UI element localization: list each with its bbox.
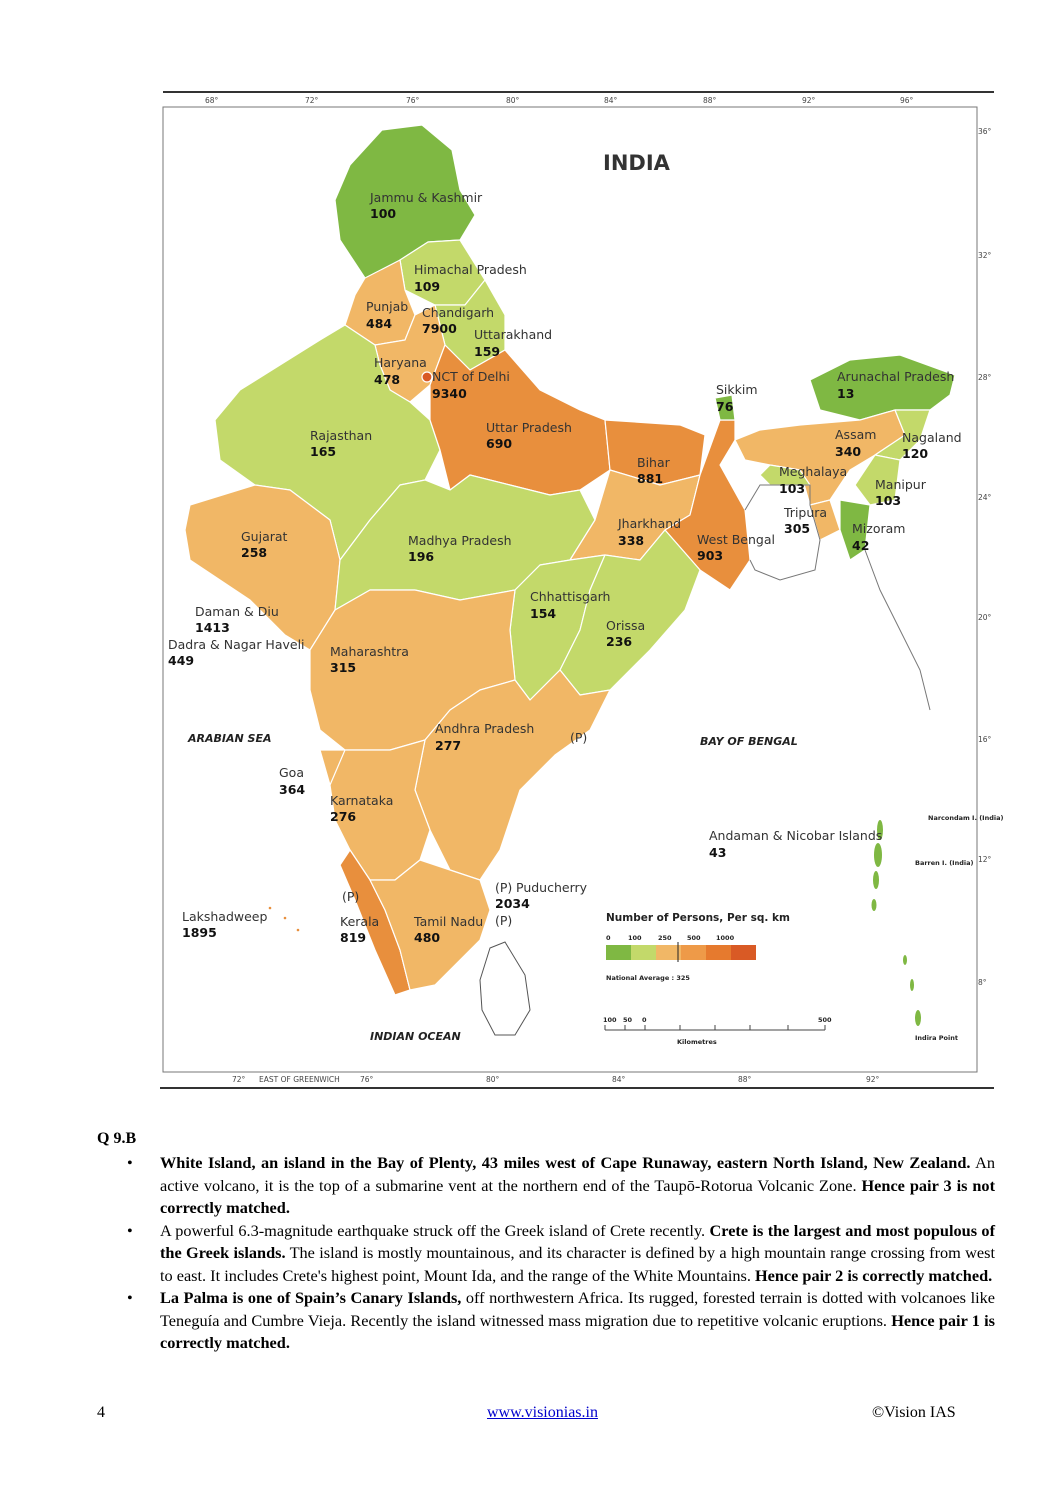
label-tripura: Tripura [784, 505, 828, 520]
myanmar-coast-outline [865, 550, 930, 710]
value-dadra-nagar-haveli: 449 [168, 653, 195, 668]
tick-bottom-88: 88° [738, 1075, 752, 1084]
label-goa: Goa [279, 765, 304, 780]
tick-right-12: 12° [978, 855, 992, 864]
tick-bottom-72: 72° [232, 1075, 246, 1084]
scale-tick-500: 500 [818, 1016, 832, 1024]
bullet-white-island [127, 1152, 995, 1220]
tick-bottom-92: 92° [866, 1075, 880, 1084]
legend-swatch [706, 945, 731, 960]
p-mark-puducherry-top: (P) [495, 880, 513, 895]
label-chandigarh: Chandigarh [422, 305, 495, 320]
bottom-ticks [232, 1075, 880, 1084]
tick-top-92: 92° [802, 96, 816, 105]
value-sikkim: 76 [716, 399, 734, 414]
value-west-bengal: 903 [697, 548, 724, 563]
value-goa: 364 [279, 782, 306, 797]
value-uttarakhand: 159 [474, 344, 501, 359]
copyright: ©Vision IAS [872, 1404, 956, 1421]
value-manipur: 103 [875, 493, 902, 508]
value-puducherry: 2034 [495, 896, 530, 911]
label-manipur: Manipur [875, 477, 926, 492]
tick-right-32: 32° [978, 251, 992, 260]
tick-right-8: 8° [978, 978, 987, 987]
tick-right-28: 28° [978, 373, 992, 382]
tick-top-76: 76° [406, 96, 420, 105]
value-chandigarh: 7900 [422, 321, 457, 336]
value-maharashtra: 315 [330, 660, 357, 675]
label-maharashtra: Maharashtra [330, 644, 409, 659]
value-daman-diu: 1413 [195, 620, 230, 635]
scale-label: Kilometres [677, 1038, 717, 1046]
scale-tick-0: 0 [642, 1016, 647, 1024]
label-nagaland: Nagaland [902, 430, 962, 445]
tick-top-72: 72° [305, 96, 319, 105]
label-west-bengal: West Bengal [697, 532, 775, 547]
shape-arunachal [810, 355, 955, 420]
value-gujarat: 258 [241, 545, 268, 560]
label-indira-point: Indira Point [915, 1034, 958, 1042]
value-andaman-nicobar: 43 [709, 845, 727, 860]
scale-ticks [605, 1025, 825, 1030]
legend-swatches [606, 945, 756, 960]
bullet-la-palma [127, 1287, 995, 1355]
label-puducherry: Puducherry [516, 880, 588, 895]
p-mark-puducherry-bottom: (P) [495, 913, 513, 928]
website-link[interactable]: www.visionias.in [487, 1404, 598, 1421]
label-andhra-pradesh: Andhra Pradesh [435, 721, 535, 736]
label-meghalaya: Meghalaya [779, 464, 848, 479]
top-ticks [205, 96, 914, 105]
website-link-wrap [487, 1404, 598, 1422]
bullet-1-conclusion: Hence pair 3 is not correctly matched. [160, 1175, 995, 1217]
value-haryana: 478 [374, 372, 401, 387]
bullet-1-text: An active volcano, it is the top of a submarine vent at the northern end of the Taupō-Rotorua Volcanic Zone. [160, 1153, 995, 1195]
region-shapes [185, 125, 955, 995]
population-density-map [160, 90, 1004, 1090]
tick-bottom-80: 80° [486, 1075, 500, 1084]
label-assam: Assam [835, 427, 877, 442]
value-meghalaya: 103 [779, 481, 806, 496]
tick-top-84: 84° [604, 96, 618, 105]
bullet-3-bold-lead: La Palma is one of Spain’s Canary Islands, [160, 1288, 462, 1307]
india-map-svg [160, 90, 1004, 1090]
bullet-2-bold: Crete is the largest and most populous of the Greek islands. [160, 1220, 995, 1262]
greenwich-note: EAST OF GREENWICH [259, 1075, 340, 1084]
shape-delhi [422, 372, 432, 382]
label-arunachal: Arunachal Pradesh [837, 369, 955, 384]
value-mizoram: 42 [852, 538, 870, 553]
label-madhya-pradesh: Madhya Pradesh [408, 533, 512, 548]
value-bihar: 881 [637, 471, 664, 486]
label-karnataka: Karnataka [330, 793, 394, 808]
page-number: 4 [97, 1404, 105, 1421]
bullet-3-text: off northwestern Africa. Its rugged, forested terrain is dotted with volcanoes like Teneguía and Cumbre Vieja. Recently the island witnessed mass migration due to repetitive volcanic eruptions. [160, 1288, 995, 1330]
bullet-crete [127, 1220, 995, 1288]
value-punjab: 484 [366, 316, 393, 331]
label-bay-of-bengal: BAY OF BENGAL [700, 735, 798, 748]
answer-bullets [127, 1152, 995, 1355]
legend-tick-0: 0 [606, 934, 611, 942]
bullet-dot: • [127, 1288, 133, 1307]
density-legend [606, 912, 790, 982]
label-barren: Barren I. (India) [915, 859, 974, 867]
legend-swatch [631, 945, 656, 960]
legend-title: Number of Persons, Per sq. km [606, 912, 790, 924]
label-gujarat: Gujarat [241, 529, 288, 544]
bullet-2-lead: A powerful 6.3-magnitude earthquake struck off the Greek island of Crete recently. [160, 1220, 710, 1240]
tick-right-36: 36° [978, 127, 992, 136]
legend-swatch [681, 945, 706, 960]
value-andhra-pradesh: 277 [435, 738, 462, 753]
label-andaman-nicobar: Andaman & Nicobar Islands [709, 828, 883, 843]
label-rajasthan: Rajasthan [310, 428, 373, 443]
tick-right-16: 16° [978, 735, 992, 744]
bullet-1-bold-lead: White Island, an island in the Bay of Plenty, 43 miles west of Cape Runaway, eastern North Island, New Zealand. [160, 1153, 971, 1172]
scale-tick-100: 100 [603, 1016, 617, 1024]
value-assam: 340 [835, 444, 862, 459]
legend-tick-100: 100 [628, 934, 642, 942]
question-title: Q 9.B [97, 1130, 137, 1147]
label-chhattisgarh: Chhattisgarh [530, 589, 611, 604]
value-jammu-kashmir: 100 [370, 206, 397, 221]
map-title: INDIA [603, 151, 670, 175]
label-arabian-sea: ARABIAN SEA [188, 732, 272, 745]
label-jharkhand: Jharkhand [618, 516, 682, 531]
p-mark-kerala: (P) [342, 889, 360, 904]
label-uttar-pradesh: Uttar Pradesh [486, 420, 572, 435]
legend-tick-500: 500 [687, 934, 701, 942]
label-lakshadweep: Lakshadweep [182, 909, 268, 924]
label-punjab: Punjab [366, 299, 409, 314]
lakshadweep-islands [269, 907, 300, 932]
label-orissa: Orissa [606, 618, 646, 633]
value-rajasthan: 165 [310, 444, 337, 459]
label-kerala: Kerala [340, 914, 380, 929]
label-uttarakhand: Uttarakhand [474, 327, 553, 342]
label-indian-ocean: INDIAN OCEAN [370, 1030, 461, 1043]
tick-top-68: 68° [205, 96, 219, 105]
value-orissa: 236 [606, 634, 633, 649]
legend-swatch [731, 945, 756, 960]
value-uttar-pradesh: 690 [486, 436, 513, 451]
scale-tick-50: 50 [623, 1016, 633, 1024]
legend-swatch [606, 945, 631, 960]
tick-top-88: 88° [703, 96, 717, 105]
label-delhi: NCT of Delhi [432, 369, 510, 384]
value-kerala: 819 [340, 930, 367, 945]
legend-tick-250: 250 [658, 934, 672, 942]
bullet-3-conclusion: Hence pair 1 is correctly matched. [160, 1310, 995, 1352]
value-nagaland: 120 [902, 446, 929, 461]
p-mark-andhra: (P) [570, 730, 588, 745]
label-sikkim: Sikkim [716, 382, 758, 397]
right-ticks [978, 127, 992, 987]
label-haryana: Haryana [374, 355, 427, 370]
value-chhattisgarh: 154 [530, 606, 557, 621]
label-himachal: Himachal Pradesh [414, 262, 527, 277]
value-madhya-pradesh: 196 [408, 549, 435, 564]
value-lakshadweep: 1895 [182, 925, 217, 940]
value-himachal: 109 [414, 279, 441, 294]
value-tamil-nadu: 480 [414, 930, 441, 945]
label-dadra-nagar-haveli: Dadra & Nagar Haveli [168, 637, 305, 652]
sri-lanka-outline [480, 942, 530, 1035]
bullet-dot: • [127, 1153, 133, 1172]
tick-bottom-84: 84° [612, 1075, 626, 1084]
label-narcondam: Narcondam I. (India) [928, 814, 1004, 822]
tick-bottom-76: 76° [360, 1075, 374, 1084]
scale-bar [603, 1016, 832, 1046]
legend-swatch [656, 945, 681, 960]
value-karnataka: 276 [330, 809, 357, 824]
tick-right-24: 24° [978, 493, 992, 502]
label-bihar: Bihar [637, 455, 670, 470]
label-jammu-kashmir: Jammu & Kashmir [370, 190, 483, 205]
value-delhi: 9340 [432, 386, 467, 401]
label-mizoram: Mizoram [852, 521, 906, 536]
legend-tick-1000: 1000 [716, 934, 735, 942]
tick-right-20: 20° [978, 613, 992, 622]
value-jharkhand: 338 [618, 533, 645, 548]
andaman-islands [872, 820, 922, 1026]
value-arunachal: 13 [837, 386, 855, 401]
value-tripura: 305 [784, 521, 811, 536]
label-daman-diu: Daman & Diu [195, 604, 279, 619]
bullet-2-text: The island is mostly mountainous, and its character is defined by a high mountain range crossing from west to east. It includes Crete's highest point, Mount Ida, and the range of the White Mountains. [160, 1243, 995, 1285]
tick-top-80: 80° [506, 96, 520, 105]
tick-top-96: 96° [900, 96, 914, 105]
national-average-label: National Average : 325 [606, 974, 690, 982]
label-tamil-nadu: Tamil Nadu [414, 914, 484, 929]
bullet-2-conclusion: Hence pair 2 is correctly matched. [754, 1265, 993, 1285]
bullet-dot: • [127, 1220, 133, 1240]
